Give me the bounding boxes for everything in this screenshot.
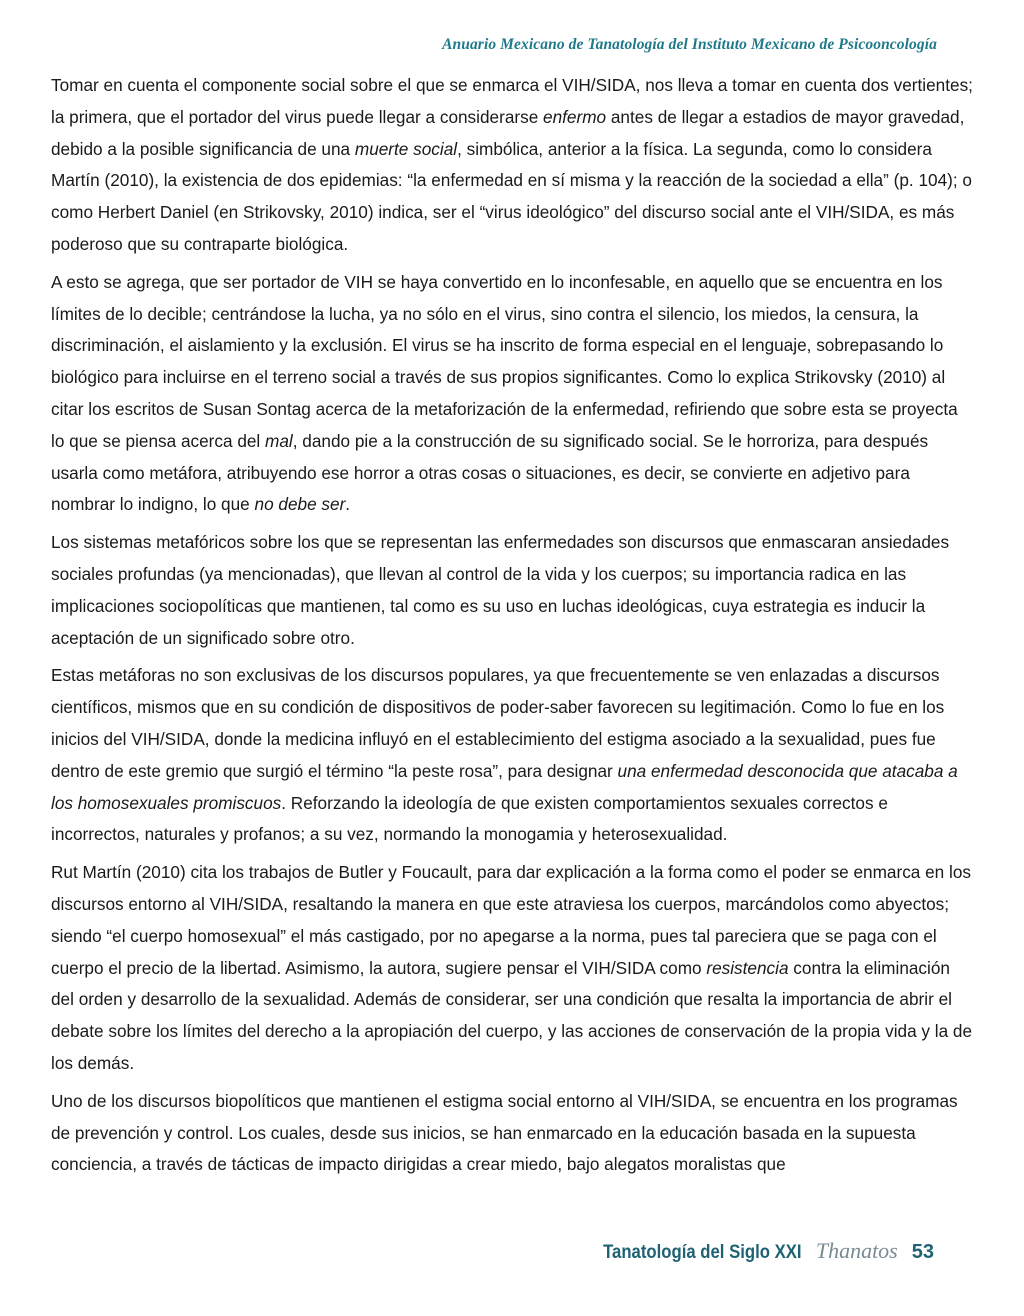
page-footer [576, 1238, 934, 1264]
paragraph-2-text-a: A esto se agrega, que ser portador de VIH se haya convertido en lo inconfesable, en aquello que se encuentra en los límites de lo decible; centrándose la lucha, ya no sólo en el virus, sino contra el silencio, los miedos, la censura, la discriminación, el aislamiento y la exclusión. El virus se ha inscrito de forma especial en el lenguaje, sobrepasando lo biológico para incluirse en el terreno social a través de sus propios significantes. Como lo explica Strikovsky (2010) al citar los escritos de Susan Sontag acerca de la metaforización de la enfermedad, refiriendo que sobre esta se proyecta lo que se piensa acerca del [51, 271, 958, 451]
paragraph-5-emphasis-resistencia: resistencia [706, 957, 789, 978]
paragraph-1-emphasis-enfermo: enfermo [543, 106, 607, 127]
paragraph-2-emphasis-mal: mal [265, 430, 293, 451]
paragraph-4-emphasis-definition: una enfermedad desconocida que atacaba a los homosexuales promiscuos [51, 760, 958, 813]
paragraph-4-text-c: . Reforzando la ideología de que existen comportamientos sexuales correctos e incorrectos, naturales y profanos; a su vez, normando la monogamia y heterosexualidad. [51, 792, 888, 845]
paragraph-5-text-c: contra la eliminación del orden y desarrollo de la sexualidad. Además de considerar, ser una condición que resalta la importancia de abrir el debate sobre los límites del derecho a la apropiación del cuerpo, y las acciones de conservación de la propia vida y la de los demás. [51, 957, 973, 1073]
paragraph-3: Los sistemas metafóricos sobre los que se representan las enfermedades son discursos que enmascaran ansiedades sociales profundas (ya mencionadas), que llevan al control de la vida y los cuerpos; su importancia radica en las implicaciones sociopolíticas que mantienen, tal como es su uso en luchas ideológicas, cuya estrategia es inducir la aceptación de un significado sobre otro. [51, 532, 950, 648]
page-number: 53 [911, 1241, 934, 1263]
running-header: Anuario Mexicano de Tanatología del Instituto Mexicano de Psicooncología [442, 36, 937, 53]
paragraph-5 [51, 857, 973, 1080]
paragraph-1-text-c: antes de llegar a estadios de mayor gravedad, debido a la posible significancia de una [51, 106, 965, 159]
footer-journal-title: Tanatología del Siglo XXI [603, 1242, 802, 1263]
paragraph-4-text-a: Estas metáforas no son exclusivas de los discursos populares, ya que frecuentemente se ven enlazadas a discursos científicos, mismos que en su condición de dispositivos de poder-saber favorecen su legitimación. Como lo fue en los inicios del VIH/SIDA, donde la medicina influyó en el establecimiento del estigma asociado a la sexualidad, pues fue dentro de este gremio que surgió el término “la peste rosa”, para designar [51, 665, 945, 781]
paragraph-1-emphasis-muerte-social: muerte social [354, 138, 458, 159]
article-body [51, 70, 973, 1187]
paragraph-2-emphasis-no-debe-ser: no debe ser [254, 494, 346, 515]
paragraph-5-text-a: Rut Martín (2010) cita los trabajos de Butler y Foucault, para dar explicación a la forma como el poder se enmarca en los discursos entorno al VIH/SIDA, resaltando la manera en que este atraviesa los cuerpos, marcándolos como abyectos; siendo “el cuerpo homosexual” el más castigado, por no apegarse a la norma, pues tal pareciera que se paga con el cuerpo el precio de la libertad. Asimismo, la autora, sugiere pensar el VIH/SIDA como [51, 862, 971, 978]
thanatos-logo: Thanatos [815, 1238, 898, 1263]
paragraph-1-text-e: , simbólica, anterior a la física. La segunda, como lo considera Martín (2010), la existencia de dos epidemias: “la enfermedad en sí misma y la reacción de la sociedad a ella” (p. 104); o como Herbert Daniel (en Strikovsky, 2010) indica, ser el “virus ideológico” del discurso social ante el VIH/SIDA, es más poderoso que su contraparte biológica. [51, 138, 972, 254]
paragraph-1-text-a: Tomar en cuenta el componente social sobre el que se enmarca el VIH/SIDA, nos lleva a tomar en cuenta dos vertientes; la primera, que el portador del virus puede llegar a considerarse [51, 75, 973, 127]
paragraph-6: Uno de los discursos biopolíticos que mantienen el estigma social entorno al VIH/SIDA, se encuentra en los programas de prevención y control. Los cuales, desde sus inicios, se han enmarcado en la educación basada en la supuesta conciencia, a través de tácticas de impacto dirigidas a crear miedo, bajo alegatos moralistas que [51, 1090, 958, 1175]
paragraph-1 [51, 70, 973, 261]
paragraph-2-text-e: . [345, 494, 351, 515]
paragraph-2 [51, 267, 973, 521]
paragraph-4 [51, 660, 973, 851]
paragraph-2-text-c: , dando pie a la construcción de su significado social. Se le horroriza, para después usarla como metáfora, atribuyendo ese horror a otras cosas o situaciones, es decir, se convierte en adjetivo para nombrar lo indigno, lo que [51, 430, 929, 515]
